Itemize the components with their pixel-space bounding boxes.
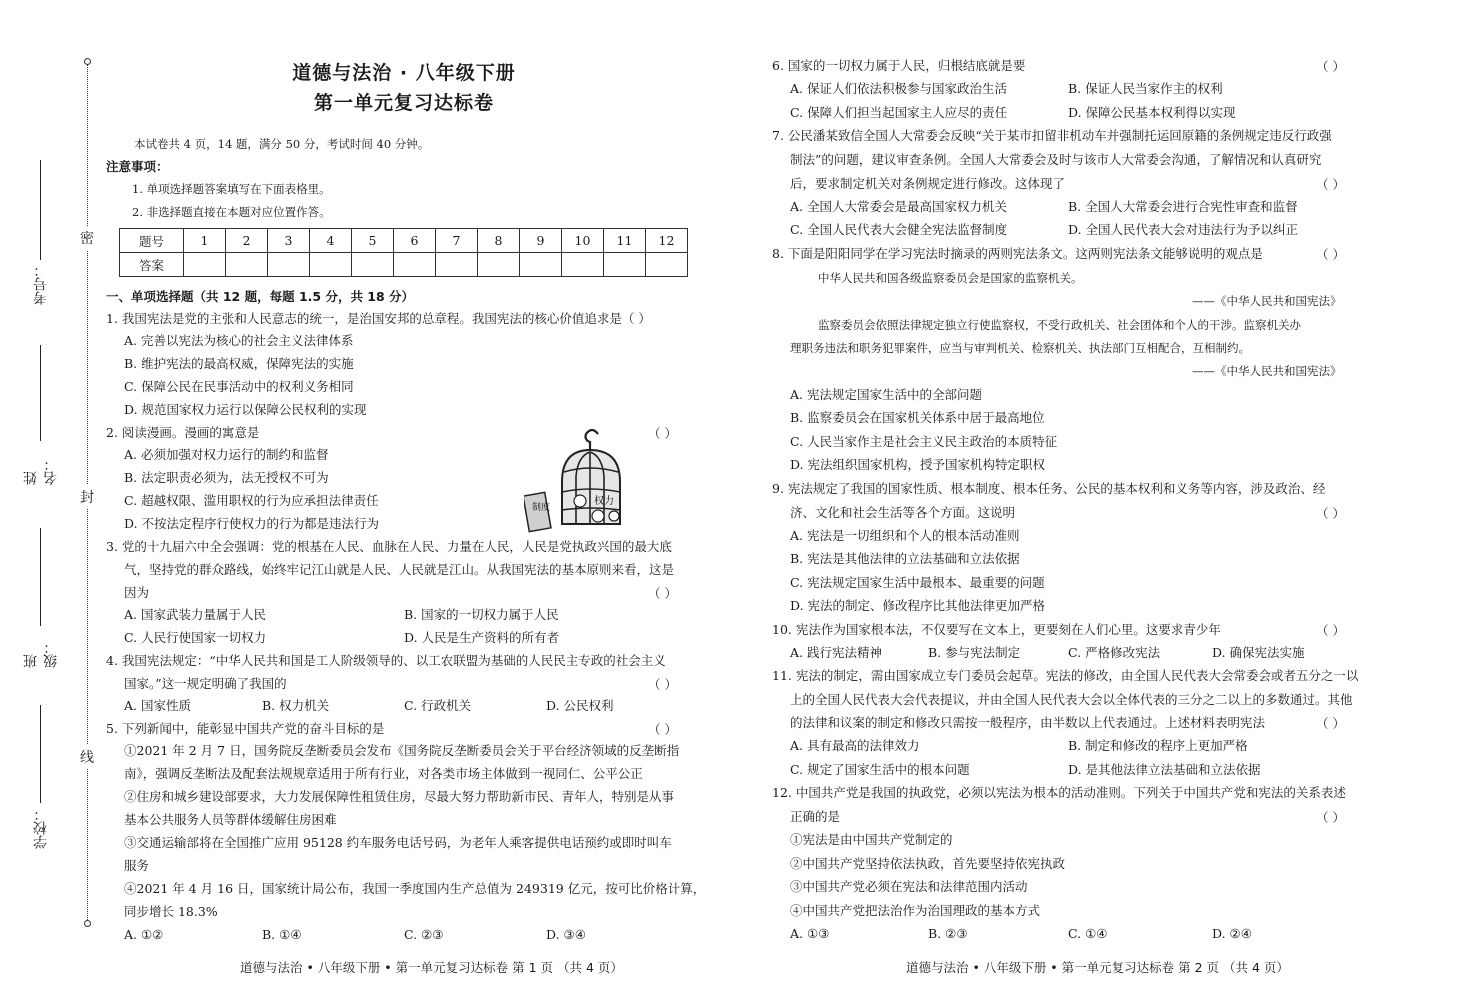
answer-cell[interactable] (646, 253, 688, 277)
answer-cell[interactable] (226, 253, 268, 277)
q5-option-d: D. ③④ (546, 927, 586, 942)
answer-cell[interactable] (478, 253, 520, 277)
q7-option-a: A. 全国人大常委会是最高国家权力机关 (790, 199, 1007, 214)
q12-option-b: B. ②③ (928, 926, 968, 941)
q8-quote-2-line2: 理职务违法和职务犯罪案件，应当与审判机关、检察机关、执法部门互相配合，互相制约。 (790, 341, 1250, 355)
seal-char-mi: 密 (80, 226, 94, 250)
q12-item-4: ④中国共产党把法治作为治国理政的基本方式 (790, 903, 1041, 918)
q6-answer-paren: （ ） (1316, 59, 1345, 74)
q5-item-2-line2: 基本公共服务人员等群体缓解住房困难 (124, 812, 337, 827)
q4-option-b: B. 权力机关 (262, 698, 330, 713)
q10-option-c: C. 严格修改宪法 (1068, 645, 1161, 660)
q5-item-1-line1: ①2021 年 2 月 7 日，国务院反垄断委员会发布《国务院反垄断委员会关于平台经济领域的反垄断指 (124, 743, 680, 758)
q9-option-b: B. 宪法是其他法律的立法基础和立法依据 (790, 551, 1020, 566)
question-4-line1: 4. 我国宪法规定：“中华人民共和国是工人阶级领导的、以工农联盟为基础的人民民主专政的社会主义 (106, 653, 666, 668)
answer-table-number-row (120, 229, 688, 253)
q12-option-d: D. ②④ (1212, 926, 1252, 941)
table-number: 8 (478, 229, 520, 253)
q9-option-c: C. 宪法规定国家生活中最根本、最重要的问题 (790, 575, 1045, 590)
table-number: 6 (394, 229, 436, 253)
binding-top-dot (84, 58, 91, 65)
q7-option-c: C. 全国人民代表大会健全宪法监督制度 (790, 222, 1008, 237)
notes-heading: 注意事项： (106, 159, 169, 174)
q6-option-b: B. 保证人民当家作主的权利 (1068, 81, 1223, 96)
q7-option-d: D. 全国人民代表大会对违法行为予以纠正 (1068, 222, 1299, 237)
q5-item-4-line1: ④2021 年 4 月 16 日，国家统计局公布，我国一季度国内生产总值为 249319 亿元，按可比价格计算， (124, 881, 706, 896)
question-12-line2: 正确的是 (790, 809, 841, 824)
q6-option-a: A. 保证人们依法积极参与国家政治生活 (790, 81, 1007, 96)
q8-option-d: D. 宪法组织国家机构，授予国家机构特定职权 (790, 457, 1046, 472)
exam-number-line (40, 160, 41, 260)
answer-cell[interactable] (394, 253, 436, 277)
q3-option-d: D. 人民是生产资料的所有者 (404, 630, 560, 645)
q8-option-c: C. 人民当家作主是社会主义民主政治的本质特征 (790, 434, 1058, 449)
question-8: 8. 下面是阳阳同学在学习宪法时摘录的两则宪法条文。这两则宪法条文能够说明的观点是 (772, 246, 1263, 261)
q8-answer-paren: （ ） (1316, 247, 1345, 262)
q2-answer-paren: （ ） (648, 426, 677, 441)
table-number: 11 (604, 229, 646, 253)
exam-number-field[interactable] (28, 160, 54, 310)
question-11-line2: 上的全国人民代表大会代表提议，并由全国人民代表大会以全体代表的三分之二以上的多数通过。其他 (790, 692, 1353, 707)
question-7-line3: 后，要求制定机关对条例规定进行修改。这体现了 (790, 176, 1066, 191)
q2-option-a: A. 必须加强对权力运行的制约和监督 (124, 447, 329, 462)
q5-item-2-line1: ②住房和城乡建设部要求，大力发展保障性租赁住房，尽最大努力帮助新市民、青年人，特别是从事 (124, 789, 675, 804)
name-field[interactable] (23, 345, 59, 485)
q9-option-a: A. 宪法是一切组织和个人的根本活动准则 (790, 528, 1020, 543)
table-number: 5 (352, 229, 394, 253)
question-11-line3: 的法律和议案的制定和修改只需按一般程序，由半数以上代表通过。上述材料表明宪法 (790, 715, 1266, 730)
left-page-footer: 道德与法治 • 八年级下册 • 第一单元复习达标卷 第 1 页 （共 4 页） (240, 960, 623, 975)
answer-cell[interactable] (310, 253, 352, 277)
table-header-number: 题号 (120, 229, 184, 253)
q6-option-d: D. 保障公民基本权利得以实现 (1068, 105, 1236, 120)
q12-item-3: ③中国共产党必须在宪法和法律范围内活动 (790, 879, 1028, 894)
question-1: 1. 我国宪法是党的主张和人民意志的统一，是治国安邦的总章程。我国宪法的核心价值追求是（ ） (106, 311, 651, 326)
q6-option-c: C. 保障人们担当起国家主人应尽的责任 (790, 105, 1008, 120)
name-line (40, 345, 41, 441)
q12-item-1: ①宪法是由中国共产党制定的 (790, 832, 953, 847)
question-2: 2. 阅读漫画。漫画的寓意是 (106, 425, 260, 440)
q2-option-b: B. 法定职责必须为，法无授权不可为 (124, 470, 329, 485)
seal-char-xian: 线 (80, 745, 94, 769)
q12-answer-paren: （ ） (1316, 810, 1345, 825)
table-number: 10 (562, 229, 604, 253)
answer-cell[interactable] (562, 253, 604, 277)
q11-option-a: A. 具有最高的法律效力 (790, 738, 920, 753)
q10-answer-paren: （ ） (1316, 623, 1345, 638)
q5-option-a: A. ①② (124, 927, 164, 942)
class-field[interactable] (23, 528, 59, 668)
q3-option-c: C. 人民行使国家一切权力 (124, 630, 267, 645)
question-3-line2: 气，坚持党的群众路线，始终牢记江山就是人民、人民就是江山。从我国宪法的基本原则来看，这是 (124, 562, 675, 577)
answer-table-answer-row (120, 253, 688, 277)
school-line (40, 705, 41, 803)
seal-char-feng: 封 (80, 485, 94, 509)
school-label: 学校： (33, 807, 49, 849)
answer-cell[interactable] (184, 253, 226, 277)
q11-option-d: D. 是其他法律立法基础和立法依据 (1068, 762, 1261, 777)
q4-option-a: A. 国家性质 (124, 698, 191, 713)
question-6: 6. 国家的一切权力属于人民，归根结底就是要 (772, 58, 1026, 73)
class-line (40, 528, 41, 626)
q5-option-c: C. ②③ (404, 927, 444, 942)
q7-answer-paren: （ ） (1316, 177, 1345, 192)
q5-item-3-line1: ③交通运输部将在全国推广应用 95128 约车服务电话号码，为老年人乘客提供电话预约或即时叫车 (124, 835, 672, 850)
school-field[interactable] (28, 705, 54, 855)
question-3-line3: 因为 (124, 585, 150, 600)
table-number: 1 (184, 229, 226, 253)
question-10: 10. 宪法作为国家根本法，不仅要写在文本上，更要刻在人们心里。这要求青少年 (772, 622, 1221, 637)
q8-option-b: B. 监察委员会在国家机关体系中居于最高地位 (790, 410, 1045, 425)
answer-cell[interactable] (352, 253, 394, 277)
exam-intro: 本试卷共 4 页，14 题，满分 50 分，考试时间 40 分钟。 (134, 137, 430, 151)
q1-option-c: C. 保障公民在民事活动中的权利义务相同 (124, 379, 354, 394)
question-7-line2: 制法”的问题，建议审查条例。全国人大常委会及时与该市人大常委会沟通，了解情况和认真研究 (790, 152, 1322, 167)
q8-quote-1: 中华人民共和国各级监察委员会是国家的监察机关。 (818, 271, 1083, 285)
birdcage-power-cartoon (524, 424, 634, 534)
exam-subtitle: 第一单元复习达标卷 (313, 92, 494, 114)
table-number: 2 (226, 229, 268, 253)
q8-source-2: ——《中华人民共和国宪法》 (1192, 364, 1342, 378)
q1-option-b: B. 维护宪法的最高权威，保障宪法的实施 (124, 356, 354, 371)
q4-option-d: D. 公民权利 (546, 698, 614, 713)
q8-source-1: ——《中华人民共和国宪法》 (1192, 294, 1342, 308)
q2-option-d: D. 不按法定程序行使权力的行为都是违法行为 (124, 516, 380, 531)
q9-option-d: D. 宪法的制定、修改程序比其他法律更加严格 (790, 598, 1046, 613)
name-label: 姓名： (23, 457, 59, 485)
section-heading: 一、单项选择题（共 12 题，每题 1.5 分，共 18 分） (106, 289, 415, 304)
q1-option-a: A. 完善以宪法为核心的社会主义法律体系 (124, 333, 354, 348)
question-9-line2: 济、文化和社会生活等各个方面。这说明 (790, 505, 1016, 520)
q12-item-2: ②中国共产党坚持依法执政，首先要坚持依宪执政 (790, 856, 1066, 871)
cartoon-illustration (524, 424, 634, 534)
answer-cell[interactable] (520, 253, 562, 277)
q4-answer-paren: （ ） (648, 677, 677, 692)
q5-item-4-line2: 同步增长 18.3% (124, 904, 218, 919)
cartoon-label-power: 权力 (594, 496, 614, 507)
answer-cell[interactable] (604, 253, 646, 277)
cartoon-label-system: 制度 (532, 503, 551, 513)
table-number: 7 (436, 229, 478, 253)
q12-option-a: A. ①③ (790, 926, 830, 941)
q11-option-c: C. 规定了国家生活中的根本问题 (790, 762, 970, 777)
table-header-answer: 答案 (120, 253, 184, 277)
binding-margin (0, 0, 100, 999)
question-3-line1: 3. 党的十九届六中全会强调：党的根基在人民、血脉在人民、力量在人民，人民是党执政兴国的最大底 (106, 539, 672, 554)
q11-option-b: B. 制定和修改的程序上更加严格 (1068, 738, 1248, 753)
q11-answer-paren: （ ） (1316, 716, 1345, 731)
question-4-line2: 国家。”这一规定明确了我国的 (124, 676, 287, 691)
note-2: 2. 非选择题直接在本题对应位置作答。 (132, 205, 331, 219)
answer-table (119, 228, 688, 277)
q2-option-c: C. 超越权限、滥用职权的行为应承担法律责任 (124, 493, 379, 508)
q8-option-a: A. 宪法规定国家生活中的全部问题 (790, 387, 982, 402)
table-number: 3 (268, 229, 310, 253)
table-number: 4 (310, 229, 352, 253)
q10-option-b: B. 参与宪法制定 (928, 645, 1021, 660)
q12-option-c: C. ①④ (1068, 926, 1108, 941)
q3-option-b: B. 国家的一切权力属于人民 (404, 607, 559, 622)
q3-option-a: A. 国家武装力量属于人民 (124, 607, 266, 622)
q9-answer-paren: （ ） (1316, 506, 1345, 521)
q5-item-3-line2: 服务 (124, 858, 150, 873)
q10-option-d: D. 确保宪法实施 (1212, 645, 1305, 660)
q5-answer-paren: （ ） (648, 722, 677, 737)
q3-answer-paren: （ ） (648, 586, 677, 601)
class-label: 班级： (23, 640, 59, 668)
q7-option-b: B. 全国人大常委会进行合宪性审查和监督 (1068, 199, 1298, 214)
note-1: 1. 单项选择题答案填写在下面表格里。 (132, 182, 331, 196)
q4-option-c: C. 行政机关 (404, 698, 472, 713)
q10-option-a: A. 践行宪法精神 (790, 645, 882, 660)
exam-number-label: 考号： (33, 263, 49, 305)
table-number: 9 (520, 229, 562, 253)
right-page-footer: 道德与法治 • 八年级下册 • 第一单元复习达标卷 第 2 页 （共 4 页） (906, 960, 1289, 975)
exam-title: 道德与法治 · 八年级下册 (292, 62, 516, 84)
question-12-line1: 12. 中国共产党是我国的执政党，必须以宪法为根本的活动准则。下列关于中国共产党和宪法的关系表述 (772, 785, 1346, 800)
q5-option-b: B. ①④ (262, 927, 302, 942)
question-11-line1: 11. 宪法的制定，需由国家成立专门委员会起草。宪法的修改，由全国人民代表大会常委会或者五分之一以 (772, 668, 1359, 683)
answer-cell[interactable] (268, 253, 310, 277)
answer-cell[interactable] (436, 253, 478, 277)
binding-bottom-dot (84, 920, 91, 927)
q8-quote-2-line1: 监察委员会依照法律规定独立行使监察权，不受行政机关、社会团体和个人的干涉。监察机关办 (818, 318, 1301, 332)
question-7-line1: 7. 公民潘某致信全国人大常委会反映“关于某市扣留非机动车并强制托运回原籍的条例规定违反行政强 (772, 128, 1332, 143)
q1-option-d: D. 规范国家权力运行以保障公民权利的实现 (124, 402, 367, 417)
question-9-line1: 9. 宪法规定了我国的国家性质、根本制度、根本任务、公民的基本权利和义务等内容，涉及政治、经 (772, 481, 1326, 496)
question-5: 5. 下列新闻中，能彰显中国共产党的奋斗目标的是 (106, 721, 385, 736)
table-number: 12 (646, 229, 688, 253)
q5-item-1-line2: 南》，强调反垄断法及配套法规规章适用于所有行业，对各类市场主体做到一视同仁、公平公正 (124, 766, 643, 781)
